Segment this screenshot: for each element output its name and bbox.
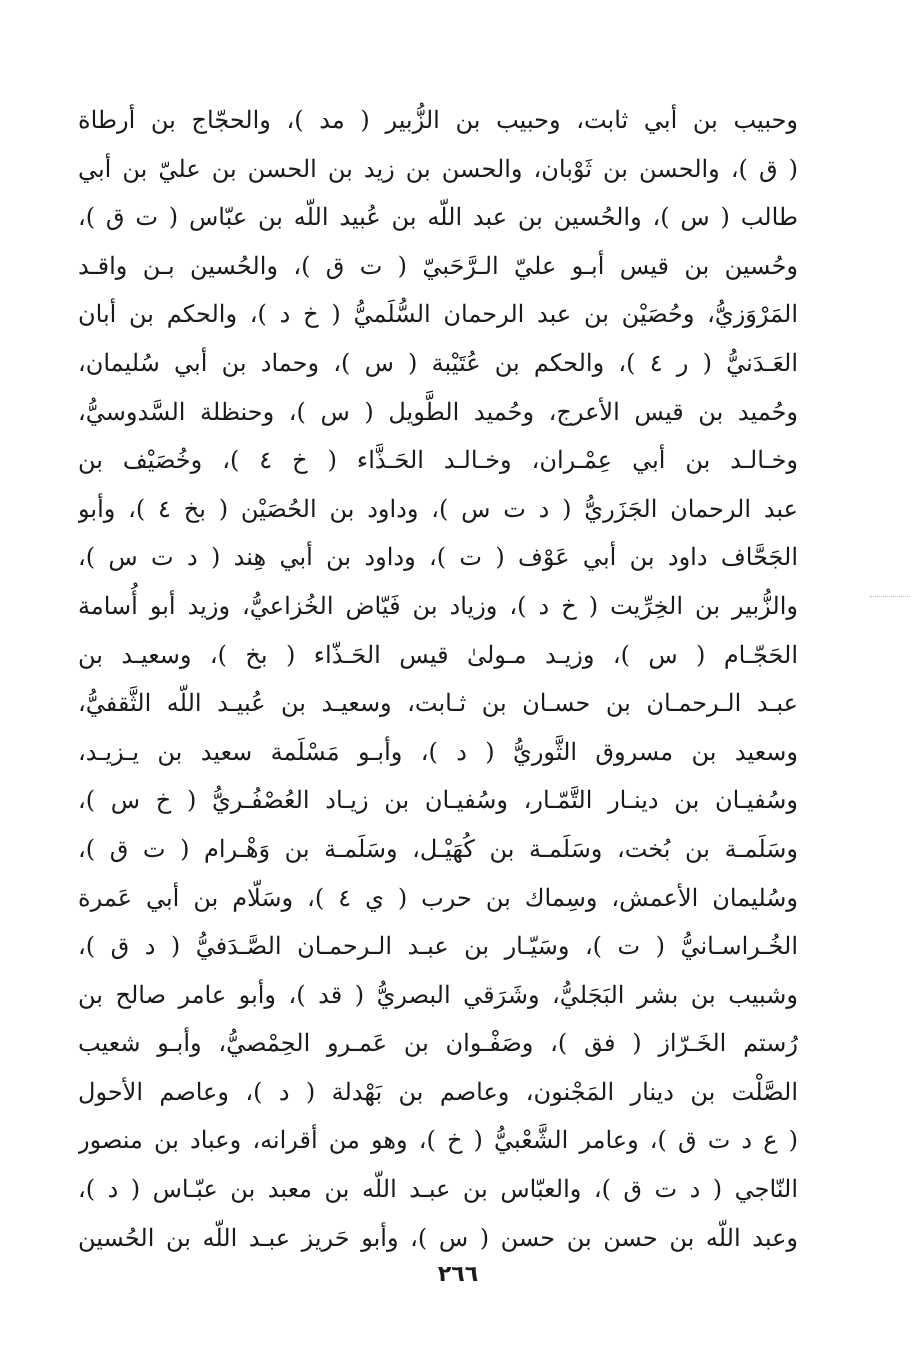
text-line: وحُسين بن قيس أبـو عليّ الـرَّحَبيّ ( ت ق )، والحُسين بـن واقـد xyxy=(78,251,798,280)
text-line: وعبد اللّه بن حسن بن حسن ( س )، وأبو حَريز عبـد اللّه بن الحُسين xyxy=(78,1223,798,1252)
text-line: الخُـراسـانيُّ ( ت )، وسَيّـار بن عبـد الـرحمـان الصَّـدَفيُّ ( د ق )، xyxy=(78,932,798,961)
text-line: وخـالـد بن أبي عِمْـران، وخـالـد الحَـذَّاء ( خ ٤ )، وخُصَيْف بن xyxy=(78,446,798,475)
scan-artifact xyxy=(870,596,910,598)
text-line: الجَحَّاف داود بن أبي عَوْف ( ت )، وداود بن أبي هِند ( د ت س )، xyxy=(78,543,798,572)
text-line: وسُفيـان بن دينـار التَّمّـار، وسُفيـان بن زيـاد العُصْفُـريُّ ( خ س )، xyxy=(78,786,798,815)
text-line: الحَجّـام ( س )، وزيـد مـولىٰ قيس الحَـذّاء ( بخ )، وسعيـد بن xyxy=(78,640,798,669)
text-line: وشبيب بن بشر البَجَليُّ، وشَرَقي البصريُّ ( قد )، وأبو عامر صالح بن xyxy=(78,980,798,1009)
text-line: وسُليمان الأعمش، وسِماك بن حرب ( ي ٤ )، وسَلّام بن أبي عَمرة xyxy=(78,883,798,912)
text-line: ( ق )، والحسن بن ثَوْبان، والحسن بن زيد بن الحسن بن عليّ بن أبي xyxy=(78,154,798,183)
text-line: المَرْوَزيُّ، وحُصَيْن بن عبد الرحمان السُّلَميُّ ( خ د )، والحكم بن أبان xyxy=(78,300,798,329)
text-line: وحُميد بن قيس الأعرج، وحُميد الطَّويل ( س )، وحنظلة السَّدوسيُّ، xyxy=(78,397,798,426)
text-line: رُستم الخَـرّاز ( فق )، وصَفْـوان بن عَمـرو الحِمْصيُّ، وأبـو شعيب xyxy=(78,1029,798,1058)
text-line: وسعيد بن مسروق الثَّوريُّ ( د )، وأبـو مَسْلَمة سعيد بن يـزيـد، xyxy=(78,737,798,766)
text-line: والزُّبير بن الخِرِّيت ( خ د )، وزياد بن فَيّاض الخُزاعيُّ، وزيد أبو أُسامة xyxy=(78,591,798,620)
page-number: ٢٦٦ xyxy=(437,1262,479,1287)
body-text xyxy=(78,96,798,1262)
text-line: النّاجي ( د ت ق )، والعبّاس بن عبـد اللّه بن معبد بن عبّـاس ( د )، xyxy=(78,1175,798,1204)
text-line: ( ع د ت ق )، وعامر الشَّعْبيُّ ( خ )، وهو من أقرانه، وعباد بن منصور xyxy=(78,1126,798,1155)
text-line: عبد الرحمان الجَزَريُّ ( د ت س )، وداود بن الحُصَيْن ( بخ ٤ )، وأبو xyxy=(78,494,798,523)
text-line: وحبيب بن أبي ثابت، وحبيب بن الزُّبير ( مد )، والحجّاج بن أرطاة xyxy=(78,106,798,134)
text-line: طالب ( س )، والحُسين بن عبد اللّه بن عُبيد اللّه بن عبّاس ( ت ق )، xyxy=(78,203,798,232)
text-line: العَـدَنيُّ ( ر ٤ )، والحكم بن عُتَيْبة ( س )، وحماد بن أبي سُليمان، xyxy=(78,348,798,377)
text-line: الصَّلْت بن دينار المَجْنون، وعاصم بن بَهْدلة ( د )، وعاصم الأحول xyxy=(78,1077,798,1106)
text-line: وسَلَمـة بن بُخت، وسَلَمـة بن كُهَيْـل، وسَلَمـة بن وَهْـرام ( ت ق )، xyxy=(78,834,798,863)
text-line: عبـد الـرحمـان بن حسـان بن ثـابت، وسعيـد بن عُبيـد اللّه الثَّقفيُّ، xyxy=(78,689,798,718)
